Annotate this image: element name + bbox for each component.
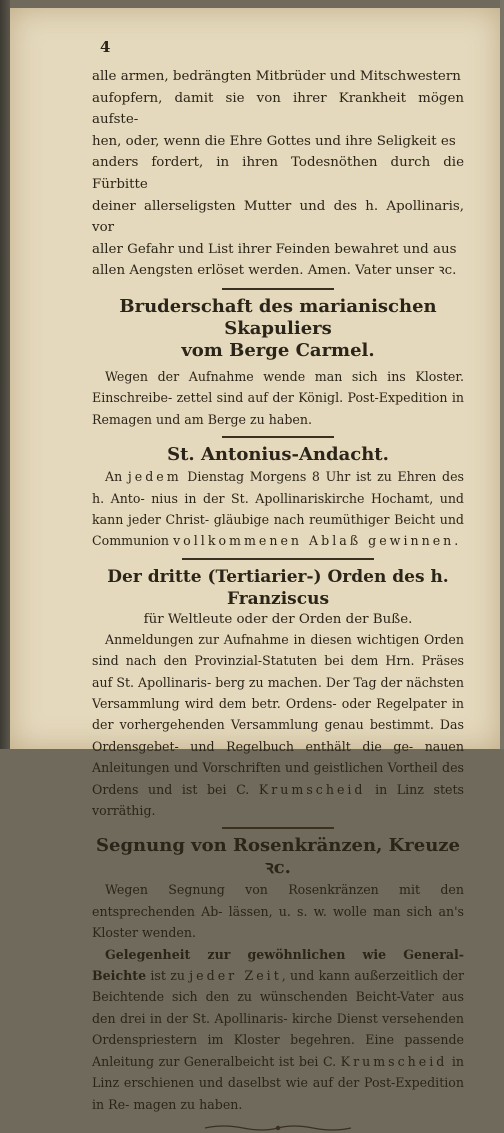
- section-text-antonius: [92, 466, 464, 552]
- text-run: in Linz stets vorräthig.: [92, 781, 464, 819]
- text-run: in Linz erschienen und daselbst wie auf der Post-Expedition in Re- magen zu haben.: [92, 1053, 464, 1112]
- page-edge: [500, 0, 504, 749]
- ornament-divider: [203, 1123, 353, 1133]
- intro-line: allen Aengsten erlöset werden. Amen. Vater unser ꝛc.: [92, 263, 457, 279]
- spaced-text: vollkommenen Ablaß gewinnen.: [173, 533, 462, 549]
- page-number: 4: [100, 38, 111, 56]
- section-title-antonius: St. Antonius-Andacht.: [167, 444, 389, 466]
- section-title-scapular: Bruderschaft des marianischen Skapuliers: [119, 295, 437, 339]
- spaced-text: jeder Zeit: [189, 968, 282, 984]
- spaced-text: Krumscheid: [258, 781, 366, 797]
- text-run: ist zu: [146, 968, 190, 984]
- intro-line: aufopfern, damit sie von ihrer Krankheit mögen aufste-: [92, 90, 464, 128]
- spaced-text: jedem: [127, 469, 182, 485]
- intro-line: anders fordert, in ihren Todesnöthen durch die Fürbitte: [92, 155, 464, 192]
- divider: [222, 288, 334, 290]
- spaced-text: Krumscheid: [340, 1053, 448, 1069]
- divider: [182, 558, 374, 560]
- text-run: An: [105, 469, 128, 485]
- page-content: [92, 30, 464, 1133]
- section-text-franziscus: [92, 629, 464, 822]
- intro-line: aller Gefahr und List ihrer Feinden bewahret und aus: [92, 241, 457, 257]
- section-title-franziscus: Der dritte (Tertiarier-) Orden des h. Franziscus: [107, 566, 449, 609]
- section-text-confession: [92, 944, 464, 1115]
- divider: [222, 436, 334, 438]
- book-spine: [0, 0, 10, 749]
- section-text-rosary: Wegen Segnung von Rosenkränzen mit den entsprechenden Ab- lässen, u. s. w. wolle man sich an's Kloster wenden.: [92, 882, 464, 941]
- section-title-scapular-line2: vom Berge Carmel.: [181, 339, 375, 361]
- bold-text: Gelegenheit zur gewöhnlichen wie General-Beichte: [92, 946, 464, 984]
- divider: [222, 827, 334, 829]
- intro-line: alle armen, bedrängten Mitbrüder und Mitschwestern: [92, 69, 461, 84]
- section-subtitle-franziscus: für Weltleute oder der Orden der Buße.: [143, 611, 413, 627]
- intro-line: hen, oder, wenn die Ehre Gottes und ihre Seligkeit es: [92, 133, 456, 149]
- intro-paragraph: [92, 66, 464, 282]
- text-run: , und kann außerzeitlich der Beichtende sich den zu wünschenden Beicht-Vater aus den drei in der St. Apollinaris- kirche Dienst versehenden Ordenspriestern im Kloster begehren. Eine passende Anleitung zur Generalbeicht ist bei C.: [92, 968, 464, 1069]
- section-title-rosary: Segnung von Rosenkränzen, Kreuze ꝛc.: [96, 835, 460, 879]
- text-run: Dienstag Morgens 8 Uhr ist zu Ehren des h. Anto- nius in der St. Apollinariskirche Hochamt, und kann jeder Christ- gläubige nach reumüthiger Beicht und Communion: [92, 469, 464, 549]
- text-run: Anmeldungen zur Aufnahme in diesen wichtigen Orden sind nach den Provinzial-Statuten bei dem Hrn. Präses auf St. Apollinaris- berg zu machen. Der Tag der nächsten Versammlung wird dem betr. Ordens- oder Regelpater in der vorhergehenden Versammlung genau bestimmt. Das Ordensgebet- und Regelbuch enthält die ge- nauen Anleitungen und Vorschriften und geistlichen Vortheil des Ordens und ist bei C.: [92, 631, 464, 797]
- intro-line: deiner allerseligsten Mutter und des h. Apollinaris, vor: [92, 198, 464, 236]
- section-text-scapular: Wegen der Aufnahme wende man sich ins Kloster. Einschreibe- zettel sind auf der Königl. Post-Expedition in Remagen und am Berge zu haben.: [92, 368, 464, 427]
